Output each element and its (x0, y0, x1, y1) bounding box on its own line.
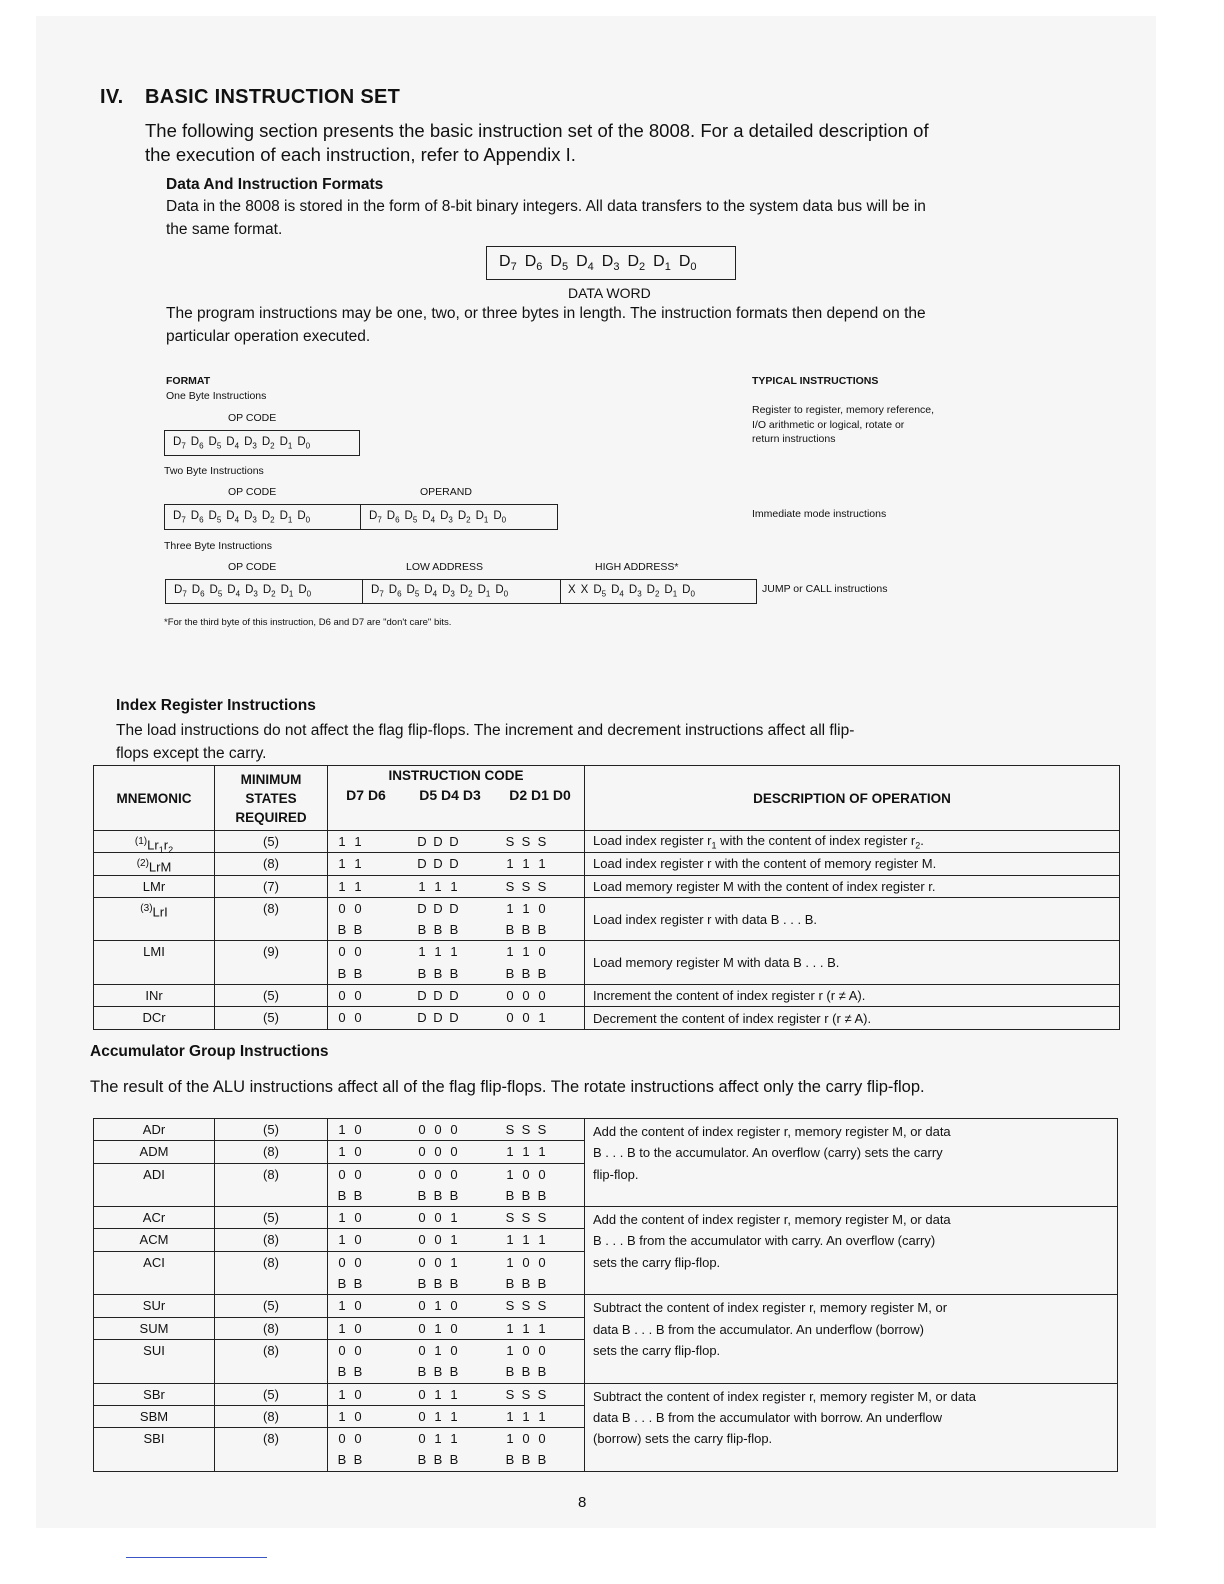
one-byte-label: One Byte Instructions (166, 390, 267, 402)
states: (7) (215, 875, 328, 897)
typical-label: TYPICAL INSTRUCTIONS (752, 375, 879, 387)
two-byte-label: Two Byte Instructions (164, 465, 264, 477)
table-row (94, 831, 1120, 853)
format-bit: $D_6$ (190, 509, 204, 525)
mnemonic: SBr (94, 1383, 215, 1405)
mnemonic: INr (94, 985, 215, 1007)
format-label: FORMAT (166, 375, 211, 387)
three-byte-label: Three Byte Instructions (164, 540, 272, 552)
instruction-code: 1 0 0 1 0 1 1 1 (328, 1317, 585, 1339)
mnemonic: ACI (94, 1251, 215, 1295)
table-row (94, 1207, 1118, 1229)
mnemonic: ACr (94, 1207, 215, 1229)
mnemonic: SUI (94, 1339, 215, 1383)
mnemonic: LMr (94, 875, 215, 897)
one-byte-bits (173, 436, 315, 450)
mnemonic: SBI (94, 1428, 215, 1472)
mnemonic: SBM (94, 1405, 215, 1427)
data-word-bit: $D_2$ (627, 252, 646, 274)
instruction-code: 1 0 0 0 1 S S S (328, 1207, 585, 1229)
description: Subtract the content of index register r, memory register M, or data B . . . B from the accumulator. An underflow (borrow) sets the carry flip-flop. (585, 1295, 1118, 1383)
two-byte-typical: Immediate mode instructions (752, 508, 887, 520)
three-byte-bits-2 (371, 584, 513, 598)
format-bit: $D_4$ (422, 509, 436, 525)
mnemonic: DCr (94, 1007, 215, 1029)
states: (8) (215, 1251, 328, 1295)
format-bit: $D_7$ (369, 509, 382, 525)
high-address-bit: $D_3$ (628, 584, 642, 599)
format-bit: $D_1$ (279, 509, 293, 525)
table-row (94, 853, 1120, 875)
one-byte-typical: Register to register, memory reference, I/O arithmetic or logical, rotate or return instructions (752, 404, 935, 445)
format-bit: $D_6$ (190, 435, 204, 451)
instruction-code: 1 0 0 0 1 1 1 1 (328, 1229, 585, 1251)
desc-header: DESCRIPTION OF OPERATION (585, 766, 1120, 831)
three-byte-box-2 (362, 579, 561, 604)
format-bit: $D_0$ (298, 584, 312, 599)
instruction-code: 0 0 1 1 1 1 1 0 B B B B B B B B (328, 941, 585, 985)
format-bit: $D_1$ (477, 584, 491, 599)
states: (8) (215, 897, 328, 941)
states: (8) (215, 1339, 328, 1383)
high-address-bit: $D_4$ (611, 584, 624, 599)
three-byte-low-label: LOW ADDRESS (406, 561, 484, 573)
table-row (94, 1007, 1120, 1029)
format-bit: $D_5$ (406, 584, 420, 599)
description: Load index register $r_1$ with the content of index register $r_2$. (585, 831, 1120, 853)
format-bit: $D_6$ (386, 509, 400, 525)
mnemonic: ACM (94, 1229, 215, 1251)
instruction-code: 1 0 0 1 1 S S S (328, 1383, 585, 1405)
data-word-box (486, 246, 736, 280)
instruction-code: 1 0 0 1 0 S S S (328, 1295, 585, 1317)
states: (8) (215, 1428, 328, 1472)
mnemonic: $^{(1)}Lr_1r_2$ (94, 831, 215, 853)
program-paragraph: The program instructions may be one, two, or three bytes in length. The instruction formats then depend on the particular operation executed. (166, 305, 926, 345)
format-bit: $D_6$ (191, 584, 205, 599)
formats-paragraph: Data in the 8008 is stored in the form of 8-bit binary integers. All data transfers to the system data bus will be in the same format. (166, 198, 926, 238)
format-bit: $D_2$ (261, 509, 275, 525)
high-address-bit: $D_2$ (646, 584, 660, 599)
mnemonic: SUr (94, 1295, 215, 1317)
table-row (94, 941, 1120, 985)
format-bit: $D_0$ (297, 509, 311, 525)
two-byte-bits-2 (369, 510, 511, 524)
format-bit: $D_7$ (173, 509, 186, 525)
states: (8) (215, 1229, 328, 1251)
description: Decrement the content of index register r (r ≠ A). (585, 1007, 1120, 1029)
format-bit: $D_2$ (261, 435, 275, 451)
format-bit: $D_5$ (209, 584, 223, 599)
three-byte-typical: JUMP or CALL instructions (762, 583, 888, 595)
states: (8) (215, 1163, 328, 1207)
instruction-code: 0 0 D D D 1 1 0 B B B B B B B B (328, 897, 585, 941)
accumulator-paragraph: The result of the ALU instructions affect all of the flag flip-flops. The rotate instructions affect only the carry flip-flop. (90, 1078, 925, 1096)
data-word-bit: $D_4$ (576, 252, 594, 274)
instruction-code: 0 0 0 0 1 1 0 0 B B B B B B B B (328, 1251, 585, 1295)
states: (5) (215, 1295, 328, 1317)
format-bit: $D_4$ (227, 584, 241, 599)
mnemonic-header: MNEMONIC (94, 766, 215, 831)
mnemonic: LMI (94, 941, 215, 985)
high-address-bit: $D_1$ (664, 584, 678, 599)
high-address-bit: $D_5$ (593, 584, 607, 599)
states: (5) (215, 1383, 328, 1405)
three-byte-opcode-label: OP CODE (228, 561, 277, 573)
states: (8) (215, 1317, 328, 1339)
instruction-code: 1 0 0 0 0 1 1 1 (328, 1141, 585, 1163)
index-heading: Index Register Instructions (116, 697, 316, 714)
high-address-bit: X (568, 584, 576, 597)
states: (8) (215, 1405, 328, 1427)
description: Load index register r with the content of memory register M. (585, 853, 1120, 875)
description: Subtract the content of index register r, memory register M, or data data B . . . B from the accumulator with borrow. An underflow (borrow) sets the carry flip-flop. (585, 1383, 1118, 1471)
mnemonic: $^{(2)}$LrM (94, 853, 215, 875)
instruction-code: 1 1 D D D S S S (328, 831, 585, 853)
data-word-bit: $D_6$ (524, 252, 543, 274)
description: Load memory register M with the content of index register r. (585, 875, 1120, 897)
format-bit: $D_1$ (279, 435, 293, 451)
format-footnote: *For the third byte of this instruction, D6 and D7 are "don't care" bits. (164, 617, 452, 628)
format-bit: $D_3$ (244, 509, 257, 525)
states: (5) (215, 1207, 328, 1229)
format-bit: $D_2$ (457, 509, 471, 525)
mnemonic: ADr (94, 1119, 215, 1141)
two-byte-bits-1 (173, 510, 315, 524)
description: Load memory register M with data B . . . B. (585, 941, 1120, 985)
data-word-bits (499, 253, 705, 273)
instruction-code: 0 0 0 0 0 1 0 0 B B B B B B B B (328, 1163, 585, 1207)
index-paragraph: The load instructions do not affect the flag flip-flops. The increment and decrement instructions affect all flip- flops except the carry. (116, 722, 855, 762)
instruction-code: 0 0 0 1 0 1 0 0 B B B B B B B B (328, 1339, 585, 1383)
format-bit: $D_0$ (495, 584, 509, 599)
instruction-code: 0 0 D D D 0 0 0 (328, 985, 585, 1007)
accumulator-table (93, 1118, 1118, 1472)
data-word-bit: $D_5$ (550, 252, 569, 274)
states: (8) (215, 853, 328, 875)
instruction-code: 1 0 0 1 1 1 1 1 (328, 1405, 585, 1427)
mnemonic: ADI (94, 1163, 215, 1207)
instruction-code: 1 1 1 1 1 S S S (328, 875, 585, 897)
instruction-code: 1 0 0 0 0 S S S (328, 1119, 585, 1141)
mnemonic: $^{(3)}$LrI (94, 897, 215, 941)
format-bit: $D_3$ (245, 584, 258, 599)
index-table (93, 765, 1120, 1030)
format-bit: $D_6$ (388, 584, 402, 599)
high-address-bit: X (580, 584, 589, 597)
table-row (94, 1119, 1118, 1141)
format-bit: $D_0$ (297, 435, 311, 451)
three-byte-high-label: HIGH ADDRESS* (595, 561, 679, 573)
three-byte-box-3 (560, 579, 757, 604)
two-byte-box-1 (164, 504, 361, 530)
footer-line (126, 1557, 267, 1558)
data-word-bit: $D_0$ (678, 252, 697, 274)
format-bit: $D_4$ (424, 584, 438, 599)
format-bit: $D_4$ (226, 435, 240, 451)
page-number: 8 (578, 1494, 587, 1511)
mnemonic: SUM (94, 1317, 215, 1339)
mnemonic: ADM (94, 1141, 215, 1163)
states: (5) (215, 1007, 328, 1029)
three-byte-bits-3 (568, 584, 700, 598)
data-word-bit: $D_1$ (653, 252, 671, 274)
table-row (94, 1383, 1118, 1405)
table-row (94, 985, 1120, 1007)
format-bit: $D_7$ (371, 584, 384, 599)
format-bit: $D_2$ (459, 584, 473, 599)
format-bit: $D_5$ (404, 509, 418, 525)
format-bit: $D_4$ (226, 509, 240, 525)
table-row (94, 897, 1120, 941)
formats-heading: Data And Instruction Formats (166, 176, 384, 193)
section-title: IV. BASIC INSTRUCTION SET (100, 86, 401, 108)
table-row (94, 1295, 1118, 1317)
description: Add the content of index register r, memory register M, or data B . . . B to the accumulator. An overflow (carry) sets the carry flip-flop. (585, 1119, 1118, 1207)
three-byte-bits-1 (174, 584, 316, 598)
format-bit: $D_5$ (208, 509, 222, 525)
two-byte-operand-label: OPERAND (420, 486, 472, 498)
states: (8) (215, 1141, 328, 1163)
format-bit: $D_7$ (173, 435, 186, 451)
instruction-code: 0 0 0 1 1 1 0 0 B B B B B B B B (328, 1428, 585, 1472)
format-bit: $D_1$ (280, 584, 294, 599)
description: Load index register r with data B . . . B. (585, 897, 1120, 941)
format-bit: $D_3$ (440, 509, 453, 525)
format-bit: $D_5$ (208, 435, 222, 451)
data-word-bit: $D_3$ (601, 252, 620, 274)
states: (5) (215, 1119, 328, 1141)
intro-paragraph: The following section presents the basic instruction set of the 8008. For a detailed description of the execution of each instruction, refer to Appendix I. (145, 120, 929, 165)
two-byte-box-2 (360, 504, 558, 530)
instruction-code: 0 0 D D D 0 0 1 (328, 1007, 585, 1029)
states: (5) (215, 985, 328, 1007)
format-bit: $D_0$ (493, 509, 507, 525)
states: (9) (215, 941, 328, 985)
three-byte-box-1 (165, 579, 363, 604)
table-row (94, 875, 1120, 897)
data-word-bit: $D_7$ (499, 252, 517, 274)
one-byte-opcode-label: OP CODE (228, 412, 277, 424)
high-address-bit: $D_0$ (682, 584, 695, 599)
format-bit: $D_3$ (442, 584, 455, 599)
one-byte-box (164, 430, 360, 456)
description: Add the content of index register r, memory register M, or data B . . . B from the accumulator with carry. An overflow (carry) sets the carry flip-flop. (585, 1207, 1118, 1295)
format-bit: $D_2$ (262, 584, 276, 599)
instruction-code: 1 1 D D D 1 1 1 (328, 853, 585, 875)
data-word-label: DATA WORD (568, 285, 651, 301)
format-bit: $D_3$ (244, 435, 257, 451)
format-bit: $D_7$ (174, 584, 187, 599)
states: (5) (215, 831, 328, 853)
accumulator-heading: Accumulator Group Instructions (90, 1043, 329, 1060)
format-bit: $D_1$ (475, 509, 489, 525)
states-header: MINIMUM STATES REQUIRED (215, 766, 328, 831)
two-byte-opcode-label: OP CODE (228, 486, 277, 498)
description: Increment the content of index register r (r ≠ A). (585, 985, 1120, 1007)
code-header: INSTRUCTION CODE D7 D6 D5 D4 D3 D2 D1 D0 (328, 766, 585, 831)
